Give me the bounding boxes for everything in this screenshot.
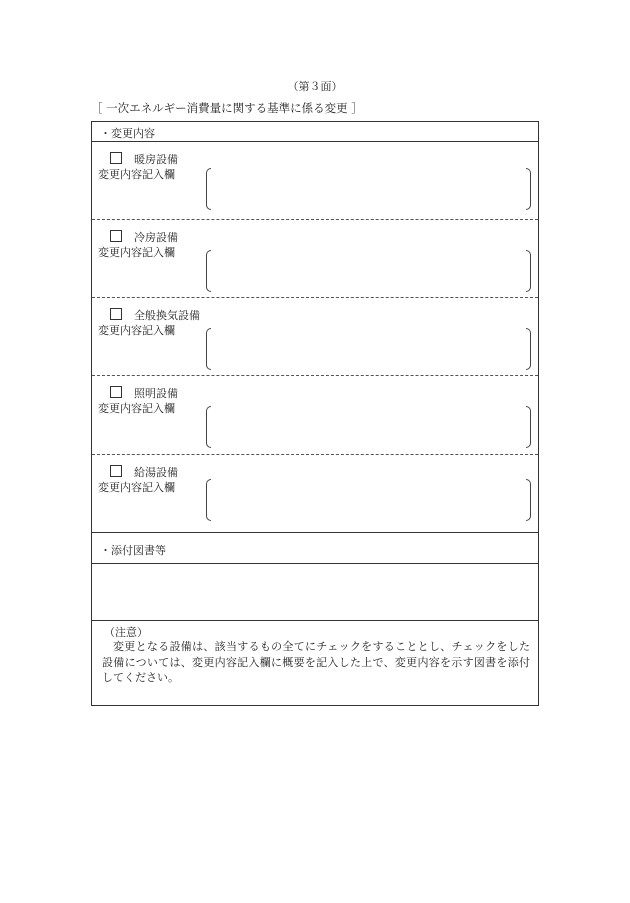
- equipment-row-heating: [92, 142, 538, 220]
- hot-water-checkbox[interactable]: [110, 465, 122, 477]
- equipment-row-ventilation: [92, 298, 538, 376]
- equipment-title-lighting: [110, 385, 178, 401]
- equipment-name-hot-water: 給湯設備: [134, 466, 178, 479]
- equipment-title-heating: [110, 151, 178, 167]
- notes-title: （注意）: [104, 626, 148, 639]
- notes-section: [92, 621, 538, 705]
- ventilation-checkbox[interactable]: [110, 308, 122, 320]
- entry-field-lighting[interactable]: [206, 406, 531, 448]
- section-heading: ［ 一次エネルギー消費量に関する基準に係る変更 ］: [91, 101, 363, 115]
- equipment-title-hot-water: [110, 464, 178, 480]
- attachments-entry-area[interactable]: [92, 564, 538, 621]
- entry-label-lighting: 変更内容記入欄: [98, 402, 175, 415]
- entry-label-hot-water: 変更内容記入欄: [98, 481, 175, 494]
- lighting-checkbox[interactable]: [110, 386, 122, 398]
- heating-checkbox[interactable]: [110, 152, 122, 164]
- attachments-label: ・添付図書等: [100, 544, 166, 557]
- cooling-checkbox[interactable]: [110, 230, 122, 242]
- change-form-table: [91, 121, 539, 706]
- entry-field-cooling[interactable]: [206, 250, 531, 292]
- entry-field-hot-water[interactable]: [206, 479, 531, 521]
- equipment-row-lighting: [92, 376, 538, 455]
- change-section-header: [92, 122, 538, 142]
- equipment-name-cooling: 冷房設備: [134, 231, 178, 244]
- equipment-name-lighting: 照明設備: [134, 387, 178, 400]
- equipment-name-heating: 暖房設備: [134, 153, 178, 166]
- change-section-label: ・変更内容: [100, 127, 155, 140]
- equipment-name-ventilation: 全般換気設備: [134, 309, 200, 322]
- equipment-title-ventilation: [110, 307, 200, 323]
- entry-label-heating: 変更内容記入欄: [98, 168, 175, 181]
- entry-label-cooling: 変更内容記入欄: [98, 246, 175, 259]
- equipment-row-cooling: [92, 220, 538, 298]
- entry-field-heating[interactable]: [206, 168, 531, 210]
- entry-label-ventilation: 変更内容記入欄: [98, 324, 175, 337]
- attachments-header: [92, 533, 538, 564]
- equipment-row-hot-water: [92, 455, 538, 533]
- page-number: （第３面）: [287, 80, 343, 93]
- entry-field-ventilation[interactable]: [206, 328, 531, 370]
- notes-body: 変更となる設備は、該当するもの全てにチェックをすることとし、チェックをした設備については、変更内容記入欄に概要を記入した上で、変更内容を示す図書を添付してください。: [102, 640, 530, 684]
- equipment-title-cooling: [110, 229, 178, 245]
